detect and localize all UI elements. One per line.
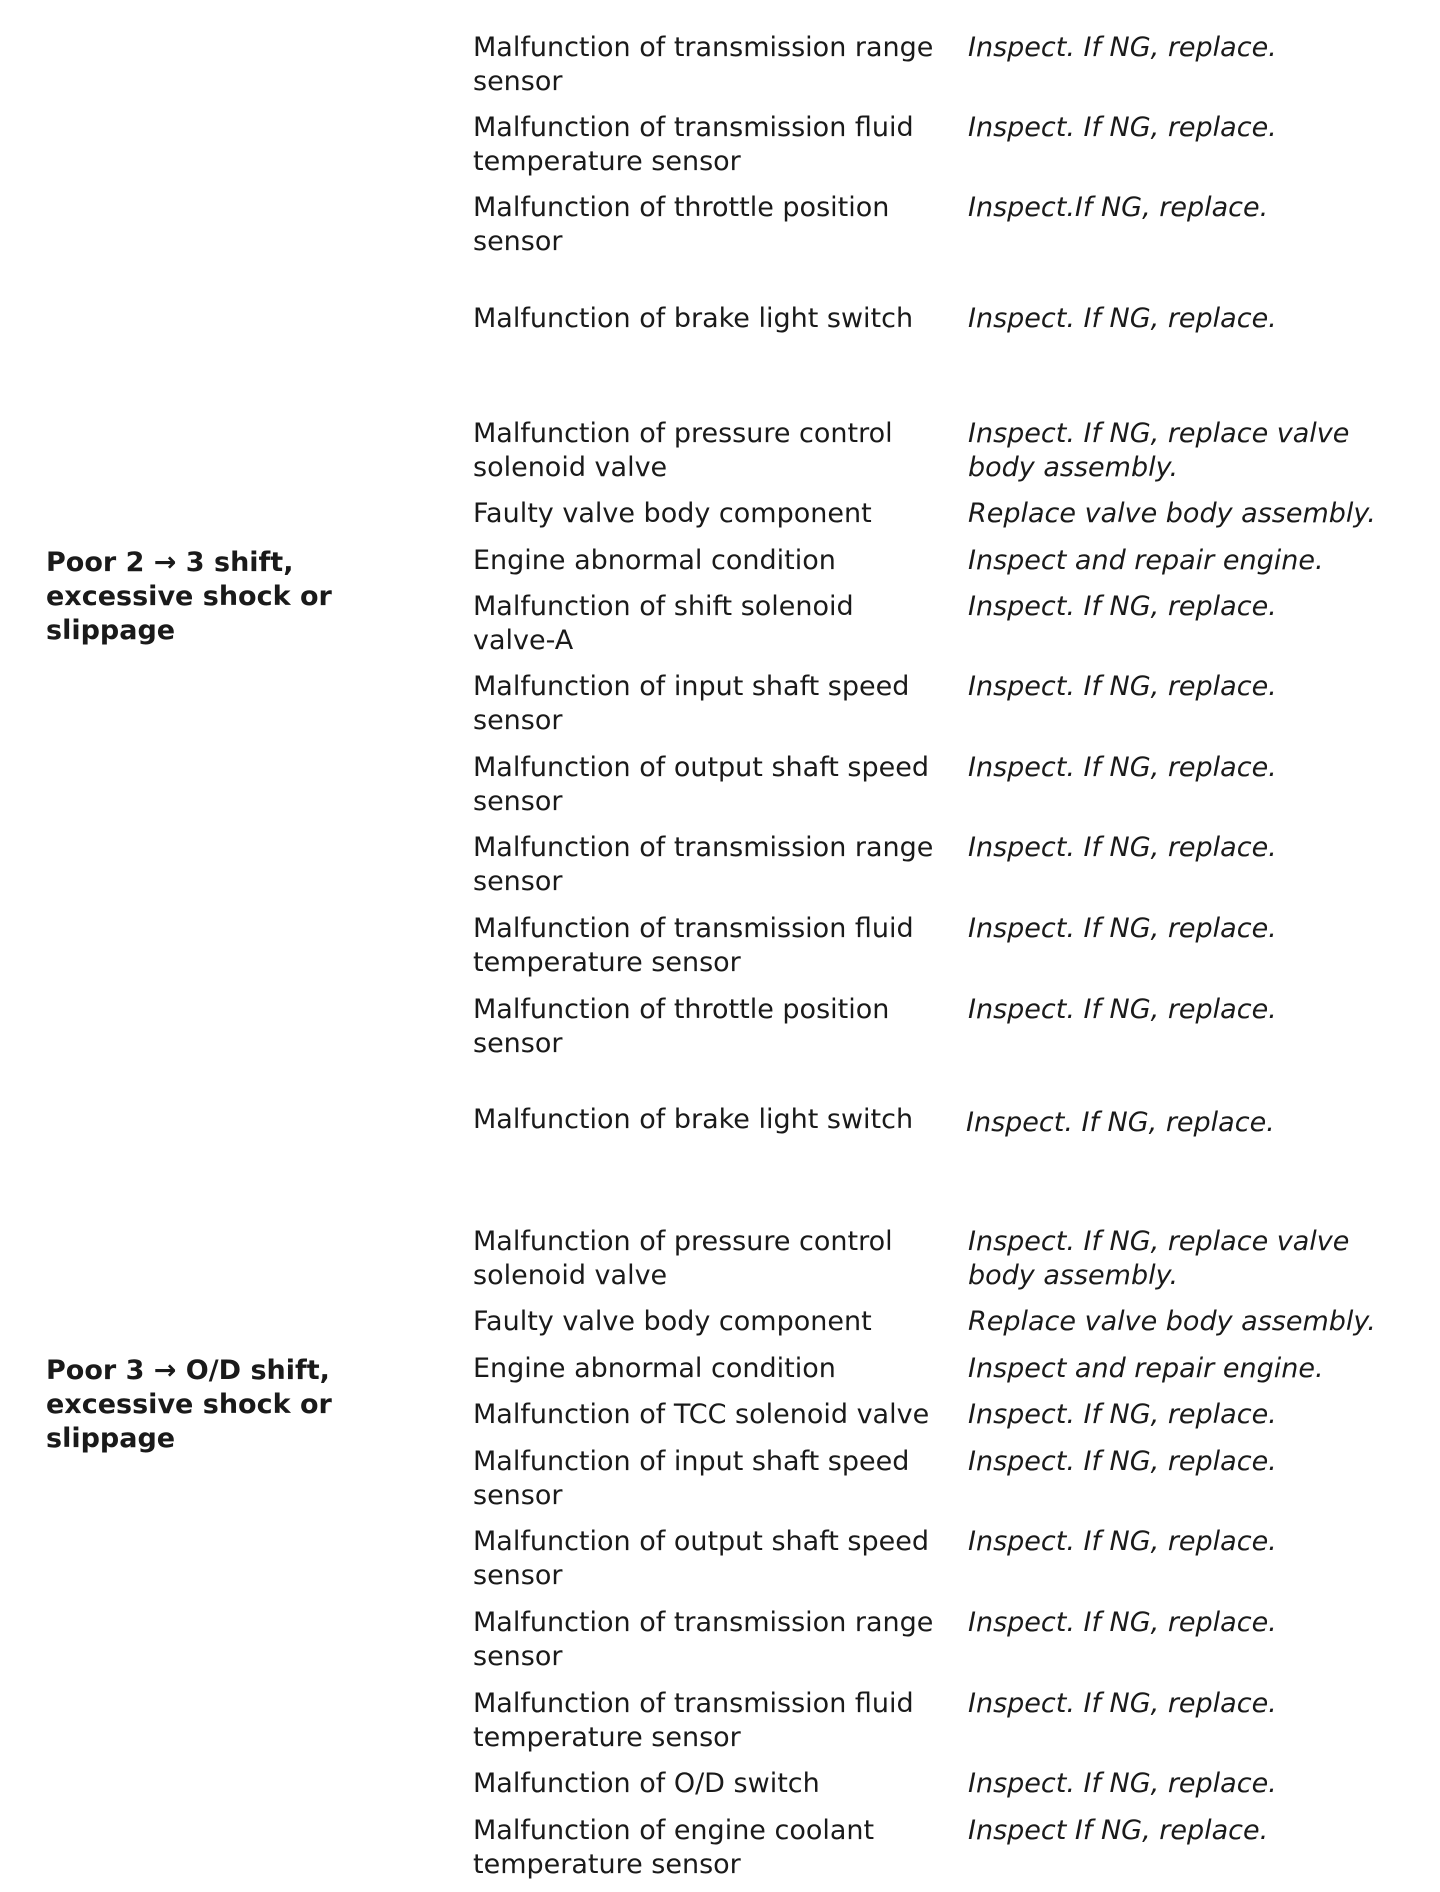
remedy-text: Inspect. If NG, replace. [968, 1688, 1277, 1719]
cause-text: sensor [473, 1560, 563, 1591]
remedy-text: Inspect. If NG, replace. [968, 994, 1277, 1025]
cause-text: Faulty valve body component [473, 1306, 872, 1337]
symptom-label: slippage [46, 1423, 176, 1454]
symptom-label: excessive shock or [46, 1389, 332, 1420]
cause-text: sensor [473, 1641, 563, 1672]
cause-text: Malfunction of throttle position [473, 192, 890, 223]
cause-text: temperature sensor [473, 1849, 741, 1880]
cause-text: Malfunction of O/D switch [473, 1768, 820, 1799]
cause-text: Malfunction of brake light switch [473, 303, 914, 334]
remedy-text: Inspect. If NG, replace. [968, 1768, 1277, 1799]
cause-text: Malfunction of transmission range [473, 32, 934, 63]
remedy-text: Replace valve body assembly. [968, 1306, 1376, 1337]
cause-text: Malfunction of transmission fluid [473, 913, 914, 944]
remedy-text: Inspect. If NG, replace. [968, 1607, 1277, 1638]
symptom-label: excessive shock or [46, 581, 332, 612]
cause-text: temperature sensor [473, 947, 741, 978]
cause-text: temperature sensor [473, 146, 741, 177]
cause-text: Malfunction of transmission fluid [473, 1688, 914, 1719]
remedy-text: Inspect and repair engine. [968, 1353, 1324, 1384]
cause-text: Malfunction of transmission fluid [473, 112, 914, 143]
remedy-text: Inspect. If NG, replace. [968, 832, 1277, 863]
remedy-text: Inspect. If NG, replace. [968, 1399, 1277, 1430]
remedy-text: Inspect. If NG, replace. [968, 671, 1277, 702]
cause-text: temperature sensor [473, 1722, 741, 1753]
remedy-text: Inspect. If NG, replace. [968, 913, 1277, 944]
cause-text: Malfunction of shift solenoid [473, 591, 854, 622]
remedy-text: Inspect. If NG, replace. [968, 1526, 1277, 1557]
remedy-text: Inspect and repair engine. [968, 545, 1324, 576]
cause-text: Engine abnormal condition [473, 545, 836, 576]
symptom-label: Poor 2 → 3 shift, [46, 547, 294, 578]
remedy-text: Inspect. If NG, replace valve [968, 418, 1350, 449]
remedy-text: body assembly. [968, 1260, 1179, 1291]
cause-text: Malfunction of pressure control [473, 418, 893, 449]
cause-text: sensor [473, 1480, 563, 1511]
remedy-text: Inspect. If NG, replace. [968, 591, 1277, 622]
remedy-text: Inspect. If NG, replace. [968, 1446, 1277, 1477]
remedy-text: Inspect. If NG, replace. [968, 752, 1277, 783]
cause-text: Faulty valve body component [473, 498, 872, 529]
cause-text: sensor [473, 226, 563, 257]
remedy-text: Inspect. If NG, replace valve [968, 1226, 1350, 1257]
cause-text: Malfunction of output shaft speed [473, 1526, 929, 1557]
cause-text: Malfunction of throttle position [473, 994, 890, 1025]
cause-text: Engine abnormal condition [473, 1353, 836, 1384]
remedy-text: Inspect. If NG, replace. [968, 303, 1277, 334]
cause-text: Malfunction of input shaft speed [473, 671, 910, 702]
remedy-text: Inspect. If NG, replace. [966, 1107, 1275, 1138]
cause-text: sensor [473, 866, 563, 897]
cause-text: sensor [473, 1028, 563, 1059]
cause-text: Malfunction of pressure control [473, 1226, 893, 1257]
cause-text: solenoid valve [473, 1260, 668, 1291]
cause-text: sensor [473, 705, 563, 736]
cause-text: Malfunction of transmission range [473, 1607, 934, 1638]
remedy-text: Inspect. If NG, replace. [968, 32, 1277, 63]
cause-text: sensor [473, 66, 563, 97]
cause-text: Malfunction of transmission range [473, 832, 934, 863]
remedy-text: Inspect. If NG, replace. [968, 112, 1277, 143]
cause-text: Malfunction of TCC solenoid valve [473, 1399, 930, 1430]
symptom-label: slippage [46, 615, 176, 646]
cause-text: valve-A [473, 625, 574, 656]
cause-text: Malfunction of brake light switch [473, 1104, 914, 1135]
cause-text: solenoid valve [473, 452, 668, 483]
remedy-text: Replace valve body assembly. [968, 498, 1376, 529]
remedy-text: Inspect.If NG, replace. [968, 192, 1269, 223]
cause-text: Malfunction of input shaft speed [473, 1446, 910, 1477]
symptom-label: Poor 3 → O/D shift, [46, 1355, 330, 1386]
remedy-text: Inspect If NG, replace. [968, 1815, 1269, 1846]
cause-text: Malfunction of output shaft speed [473, 752, 929, 783]
cause-text: sensor [473, 786, 563, 817]
remedy-text: body assembly. [968, 452, 1179, 483]
cause-text: Malfunction of engine coolant [473, 1815, 875, 1846]
